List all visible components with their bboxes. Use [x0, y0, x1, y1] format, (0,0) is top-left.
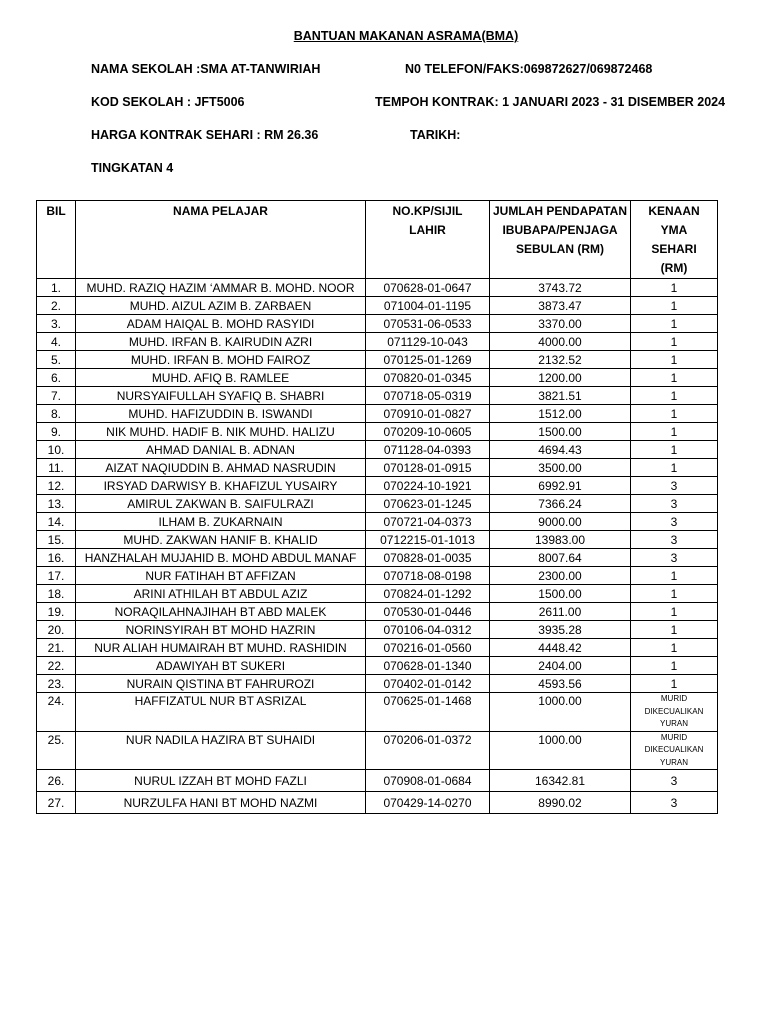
cell-kp: 070209-10-0605 — [366, 423, 490, 441]
cell-bil: 7. — [37, 387, 76, 405]
cell-nama: ADAM HAIQAL B. MOHD RASYIDI — [76, 315, 366, 333]
cell-pendapatan: 4593.56 — [490, 675, 631, 693]
col-header-pendapatan: JUMLAH PENDAPATAN IBUBAPA/PENJAGA SEBULAN (RM) — [490, 201, 631, 279]
table-row — [37, 477, 718, 495]
cell-pendapatan: 9000.00 — [490, 513, 631, 531]
table-row — [37, 369, 718, 387]
cell-bil: 5. — [37, 351, 76, 369]
cell-kenaan: 1 — [631, 333, 718, 351]
cell-kp: 070402-01-0142 — [366, 675, 490, 693]
col-header-kp: NO.KP/SIJIL LAHIR — [366, 201, 490, 279]
cell-kenaan: 1 — [631, 459, 718, 477]
cell-nama: NORINSYIRAH BT MOHD HAZRIN — [76, 621, 366, 639]
cell-bil: 23. — [37, 675, 76, 693]
cell-bil: 4. — [37, 333, 76, 351]
cell-kp: 070531-06-0533 — [366, 315, 490, 333]
cell-kp: 070721-04-0373 — [366, 513, 490, 531]
cell-kenaan: 1 — [631, 369, 718, 387]
cell-kenaan: 1 — [631, 639, 718, 657]
cell-bil: 20. — [37, 621, 76, 639]
cell-nama: AMIRUL ZAKWAN B. SAIFULRAZI — [76, 495, 366, 513]
cell-nama: ADAWIYAH BT SUKERI — [76, 657, 366, 675]
cell-nama: HANZHALAH MUJAHID B. MOHD ABDUL MANAF — [76, 549, 366, 567]
cell-nama: NURZULFA HANI BT MOHD NAZMI — [76, 792, 366, 814]
cell-nama: NURAIN QISTINA BT FAHRUROZI — [76, 675, 366, 693]
cell-kp: 070718-08-0198 — [366, 567, 490, 585]
cell-bil: 25. — [37, 731, 76, 770]
col-header-bil: BIL — [37, 201, 76, 279]
cell-kp: 070828-01-0035 — [366, 549, 490, 567]
cell-kenaan: 1 — [631, 351, 718, 369]
cell-bil: 26. — [37, 770, 76, 792]
cell-bil: 11. — [37, 459, 76, 477]
table-row — [37, 693, 718, 732]
cell-kp: 070824-01-1292 — [366, 585, 490, 603]
table-row — [37, 423, 718, 441]
cell-bil: 22. — [37, 657, 76, 675]
cell-kenaan: 1 — [631, 279, 718, 297]
daily-contract-price: HARGA KONTRAK SEHARI : RM 26.36 — [91, 128, 319, 142]
cell-bil: 1. — [37, 279, 76, 297]
document-title: BANTUAN MAKANAN ASRAMA(BMA) — [293, 29, 519, 43]
cell-nama: NURUL IZZAH BT MOHD FAZLI — [76, 770, 366, 792]
cell-pendapatan: 7366.24 — [490, 495, 631, 513]
cell-nama: MUHD. AIZUL AZIM B. ZARBAEN — [76, 297, 366, 315]
table-row — [37, 513, 718, 531]
cell-pendapatan: 4000.00 — [490, 333, 631, 351]
cell-bil: 27. — [37, 792, 76, 814]
cell-kp: 071129-10-043 — [366, 333, 490, 351]
cell-kenaan: MURID DIKECUALIKAN YURAN — [631, 731, 718, 770]
table-row — [37, 333, 718, 351]
cell-nama: MUHD. IRFAN B. KAIRUDIN AZRI — [76, 333, 366, 351]
cell-pendapatan: 1200.00 — [490, 369, 631, 387]
cell-kenaan: 1 — [631, 603, 718, 621]
cell-kenaan: 1 — [631, 387, 718, 405]
table-row — [37, 792, 718, 814]
cell-kenaan: 3 — [631, 495, 718, 513]
table-row — [37, 639, 718, 657]
cell-pendapatan: 16342.81 — [490, 770, 631, 792]
table-row — [37, 603, 718, 621]
cell-kenaan: 1 — [631, 405, 718, 423]
cell-kenaan: 1 — [631, 315, 718, 333]
cell-bil: 19. — [37, 603, 76, 621]
cell-bil: 24. — [37, 693, 76, 732]
cell-nama: NIK MUHD. HADIF B. NIK MUHD. HALIZU — [76, 423, 366, 441]
table-row — [37, 549, 718, 567]
cell-pendapatan: 2132.52 — [490, 351, 631, 369]
cell-kp: 070625-01-1468 — [366, 693, 490, 732]
form-level: TINGKATAN 4 — [91, 161, 174, 175]
cell-nama: ARINI ATHILAH BT ABDUL AZIZ — [76, 585, 366, 603]
cell-kenaan: 1 — [631, 423, 718, 441]
table-row — [37, 459, 718, 477]
cell-kp: 070718-05-0319 — [366, 387, 490, 405]
cell-bil: 16. — [37, 549, 76, 567]
cell-nama: MUHD. RAZIQ HAZIM ‘AMMAR B. MOHD. NOOR — [76, 279, 366, 297]
cell-kp: 0712215-01-1013 — [366, 531, 490, 549]
cell-nama: NUR NADILA HAZIRA BT SUHAIDI — [76, 731, 366, 770]
table-row — [37, 567, 718, 585]
cell-pendapatan: 1512.00 — [490, 405, 631, 423]
cell-bil: 15. — [37, 531, 76, 549]
cell-kp: 070820-01-0345 — [366, 369, 490, 387]
cell-pendapatan: 3821.51 — [490, 387, 631, 405]
cell-kenaan: 3 — [631, 792, 718, 814]
table-row — [37, 731, 718, 770]
cell-kp: 071004-01-1195 — [366, 297, 490, 315]
table-row — [37, 621, 718, 639]
table-row — [37, 351, 718, 369]
cell-kenaan: 1 — [631, 675, 718, 693]
cell-kp: 070125-01-1269 — [366, 351, 490, 369]
cell-kp: 070106-04-0312 — [366, 621, 490, 639]
cell-pendapatan: 3873.47 — [490, 297, 631, 315]
cell-pendapatan: 1500.00 — [490, 423, 631, 441]
cell-bil: 6. — [37, 369, 76, 387]
cell-kenaan: 3 — [631, 531, 718, 549]
school-code: KOD SEKOLAH : JFT5006 — [91, 95, 245, 109]
contract-period: TEMPOH KONTRAK: 1 JANUARI 2023 - 31 DISEMBER 2024 — [375, 95, 726, 109]
table-row — [37, 441, 718, 459]
cell-bil: 21. — [37, 639, 76, 657]
cell-nama: NORAQILAHNAJIHAH BT ABD MALEK — [76, 603, 366, 621]
cell-kp: 070908-01-0684 — [366, 770, 490, 792]
cell-kp: 070530-01-0446 — [366, 603, 490, 621]
table-row — [37, 315, 718, 333]
table-header-row — [37, 201, 718, 279]
cell-bil: 9. — [37, 423, 76, 441]
cell-kp: 070628-01-0647 — [366, 279, 490, 297]
cell-nama: AIZAT NAQIUDDIN B. AHMAD NASRUDIN — [76, 459, 366, 477]
cell-kp: 070128-01-0915 — [366, 459, 490, 477]
cell-nama: NUR FATIHAH BT AFFIZAN — [76, 567, 366, 585]
cell-nama: ILHAM B. ZUKARNAIN — [76, 513, 366, 531]
cell-kenaan: 1 — [631, 441, 718, 459]
cell-pendapatan: 3500.00 — [490, 459, 631, 477]
col-header-nama: NAMA PELAJAR — [76, 201, 366, 279]
cell-kp: 070224-10-1921 — [366, 477, 490, 495]
cell-kp: 070623-01-1245 — [366, 495, 490, 513]
cell-pendapatan: 3743.72 — [490, 279, 631, 297]
cell-pendapatan: 2611.00 — [490, 603, 631, 621]
cell-kp: 070216-01-0560 — [366, 639, 490, 657]
cell-kenaan: 3 — [631, 477, 718, 495]
cell-pendapatan: 1000.00 — [490, 731, 631, 770]
cell-pendapatan: 2404.00 — [490, 657, 631, 675]
cell-nama: IRSYAD DARWISY B. KHAFIZUL YUSAIRY — [76, 477, 366, 495]
cell-bil: 12. — [37, 477, 76, 495]
cell-nama: MUHD. HAFIZUDDIN B. ISWANDI — [76, 405, 366, 423]
col-header-kenaan: KENAAN YMA SEHARI (RM) — [631, 201, 718, 279]
cell-kenaan: 1 — [631, 567, 718, 585]
cell-kenaan: 3 — [631, 513, 718, 531]
cell-pendapatan: 2300.00 — [490, 567, 631, 585]
cell-nama: HAFFIZATUL NUR BT ASRIZAL — [76, 693, 366, 732]
cell-bil: 18. — [37, 585, 76, 603]
cell-nama: NUR ALIAH HUMAIRAH BT MUHD. RASHIDIN — [76, 639, 366, 657]
cell-bil: 10. — [37, 441, 76, 459]
cell-nama: MUHD. IRFAN B. MOHD FAIROZ — [76, 351, 366, 369]
table-row — [37, 531, 718, 549]
school-name: NAMA SEKOLAH :SMA AT-TANWIRIAH — [91, 62, 321, 76]
cell-kenaan: 3 — [631, 770, 718, 792]
cell-bil: 14. — [37, 513, 76, 531]
table-row — [37, 297, 718, 315]
date-label: TARIKH: — [410, 128, 461, 142]
cell-bil: 17. — [37, 567, 76, 585]
cell-pendapatan: 4694.43 — [490, 441, 631, 459]
cell-pendapatan: 1500.00 — [490, 585, 631, 603]
table-row — [37, 387, 718, 405]
cell-bil: 8. — [37, 405, 76, 423]
table-row — [37, 585, 718, 603]
cell-nama: NURSYAIFULLAH SYAFIQ B. SHABRI — [76, 387, 366, 405]
cell-kenaan: MURID DIKECUALIKAN YURAN — [631, 693, 718, 732]
cell-kenaan: 1 — [631, 585, 718, 603]
cell-pendapatan: 1000.00 — [490, 693, 631, 732]
cell-pendapatan: 8990.02 — [490, 792, 631, 814]
cell-nama: MUHD. AFIQ B. RAMLEE — [76, 369, 366, 387]
table-row — [37, 657, 718, 675]
cell-nama: AHMAD DANIAL B. ADNAN — [76, 441, 366, 459]
table-row — [37, 675, 718, 693]
cell-bil: 2. — [37, 297, 76, 315]
cell-kenaan: 1 — [631, 657, 718, 675]
table-row — [37, 495, 718, 513]
table-row — [37, 405, 718, 423]
cell-kenaan: 1 — [631, 621, 718, 639]
student-table — [36, 200, 718, 814]
cell-kp: 071128-04-0393 — [366, 441, 490, 459]
cell-kp: 070206-01-0372 — [366, 731, 490, 770]
cell-pendapatan: 6992.91 — [490, 477, 631, 495]
cell-kp: 070910-01-0827 — [366, 405, 490, 423]
cell-kenaan: 3 — [631, 549, 718, 567]
cell-pendapatan: 8007.64 — [490, 549, 631, 567]
cell-bil: 13. — [37, 495, 76, 513]
cell-pendapatan: 4448.42 — [490, 639, 631, 657]
cell-nama: MUHD. ZAKWAN HANIF B. KHALID — [76, 531, 366, 549]
table-row — [37, 770, 718, 792]
phone-fax: N0 TELEFON/FAKS:069872627/069872468 — [405, 62, 653, 76]
table-row — [37, 279, 718, 297]
cell-kp: 070628-01-1340 — [366, 657, 490, 675]
cell-pendapatan: 3935.28 — [490, 621, 631, 639]
cell-kp: 070429-14-0270 — [366, 792, 490, 814]
cell-bil: 3. — [37, 315, 76, 333]
cell-pendapatan: 3370.00 — [490, 315, 631, 333]
cell-pendapatan: 13983.00 — [490, 531, 631, 549]
cell-kenaan: 1 — [631, 297, 718, 315]
